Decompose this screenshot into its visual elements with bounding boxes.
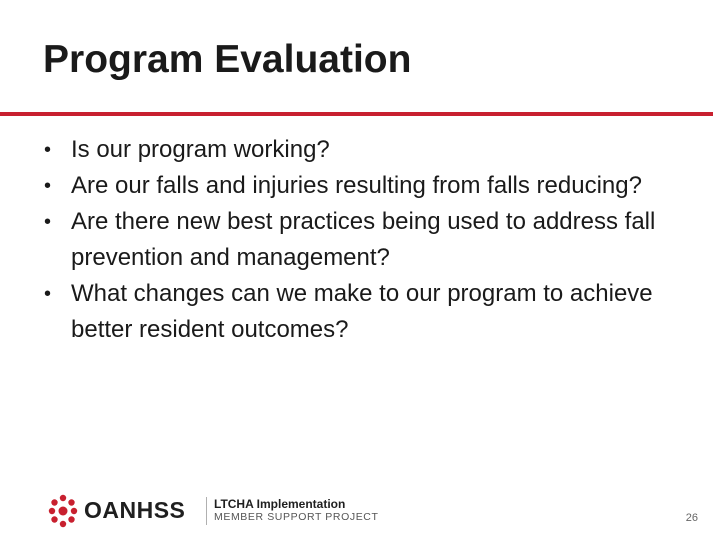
title-divider	[0, 112, 713, 116]
bullet-list	[44, 132, 684, 348]
project-title: LTCHA Implementation	[214, 497, 346, 511]
bullet-dot-icon: •	[44, 283, 52, 305]
logo-divider	[206, 497, 207, 525]
bullet-text: Are there new best practices being used to address fall prevention and management?	[71, 208, 656, 271]
slide-title: Program Evaluation	[43, 38, 412, 81]
logo-wordmark: OANHSS	[84, 497, 186, 523]
bullet-item	[44, 204, 684, 276]
page-number: 26	[685, 512, 698, 524]
bullet-text: Are our falls and injuries resulting from falls reducing?	[71, 172, 642, 199]
oanhss-emblem-icon	[48, 493, 78, 529]
project-subtitle: MEMBER SUPPORT PROJECT	[214, 511, 379, 523]
bullet-item	[44, 168, 684, 204]
bullet-item	[44, 276, 684, 348]
footer-logo	[48, 493, 379, 533]
bullet-dot-icon: •	[44, 175, 52, 197]
bullet-dot-icon: •	[44, 139, 52, 161]
bullet-text: Is our program working?	[71, 136, 330, 163]
bullet-dot-icon: •	[44, 211, 52, 233]
bullet-text: What changes can we make to our program to achieve better resident outcomes?	[71, 280, 653, 343]
bullet-item	[44, 132, 684, 168]
